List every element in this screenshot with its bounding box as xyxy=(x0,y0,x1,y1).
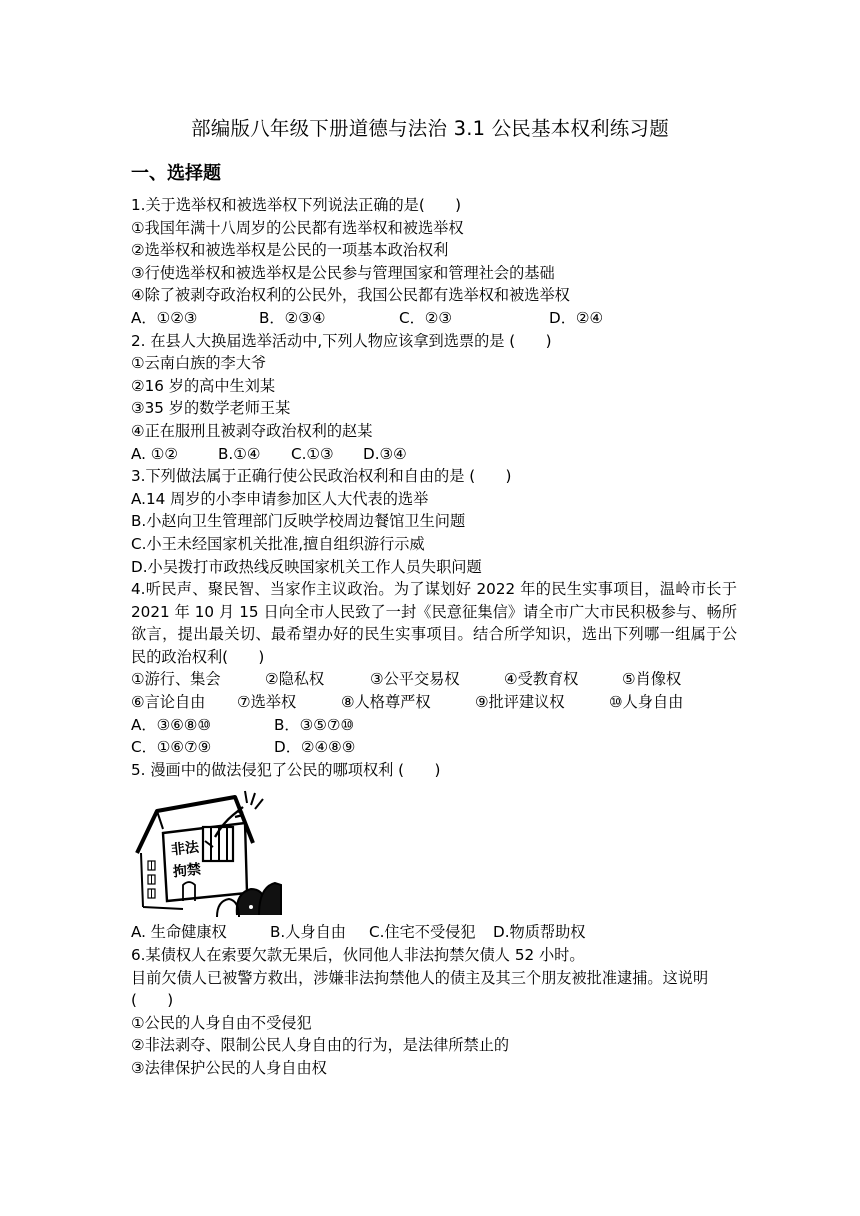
q2-statement-1: ①云南白族的李大爷 xyxy=(131,354,267,373)
q6-stem-line-2: 目前欠债人已被警方救出，涉嫌非法拘禁他人的债主及其三个朋友被批准逮捕。这说明( ) xyxy=(131,968,709,1010)
section-heading: 一、选择题 xyxy=(131,163,221,184)
q4-options-row-2 xyxy=(131,736,737,759)
cartoon-sign-text-1: 非法 xyxy=(170,840,200,859)
q2-statement-4: ④正在服刑且被剥夺政治权利的赵某 xyxy=(131,421,373,440)
q6-statement-2: ②非法剥夺、限制公民人身自由的行为，是法律所禁止的 xyxy=(131,1036,510,1055)
q2-options xyxy=(131,443,737,466)
q5-option-b: B.人身自由 xyxy=(270,923,346,942)
q5-option-d: D.物质帮助权 xyxy=(493,923,586,942)
q6-statement-1: ①公民的人身自由不受侵犯 xyxy=(131,1013,312,1032)
q3-option-d: D.小吴拨打市政热线反映国家机关工作人员失职问题 xyxy=(131,557,482,576)
q4-item-5: ⑤肖像权 xyxy=(622,670,682,689)
q1-statement-2: ②选举权和被选举权是公民的一项基本政治权利 xyxy=(131,241,449,260)
q4-item-4: ④受教育权 xyxy=(504,670,579,689)
q4-items-row-2 xyxy=(131,691,737,714)
q2-option-c: C.①③ xyxy=(291,444,334,463)
q4-item-7: ⑦选举权 xyxy=(237,693,297,712)
q1-statement-1: ①我国年满十八周岁的公民都有选举权和被选举权 xyxy=(131,218,464,237)
q2-option-d: D.③④ xyxy=(363,444,407,463)
q3-option-c: C.小王未经国家机关批准,擅自组织游行示威 xyxy=(131,534,425,553)
q5-option-a: A. 生命健康权 xyxy=(131,923,227,942)
q5-option-c: C.住宅不受侵犯 xyxy=(369,923,476,942)
q6-statement-3: ③法律保护公民的人身自由权 xyxy=(131,1059,327,1077)
q4-items-row-1 xyxy=(131,668,737,691)
q4-option-d: D．②④⑧⑨ xyxy=(274,738,356,757)
q4-stem: 4.听民声、聚民智、当家作主议政治。为了谋划好 2022 年的民生实事项目，温岭市长于 2021 年 10 月 15 日向全市人民致了一封《民意征集信》请全市广大市民积极参与、畅所欲言，提出最关切、最希望办好的民生实事项目。结合所学知识，选出下列哪一组属于公民的政治权利( ) xyxy=(131,580,737,666)
q4-item-10: ⑩人身自由 xyxy=(609,693,684,712)
q3-option-a: A.14 周岁的小李申请参加区人大代表的选举 xyxy=(131,489,429,508)
q3-stem: 3.下列做法属于正确行使公民政治权利和自由的是 ( ) xyxy=(131,467,512,486)
q4-options-row-1 xyxy=(131,714,737,737)
q4-option-c: C．①⑥⑦⑨ xyxy=(131,738,212,757)
q1-option-c: C．②③ xyxy=(399,308,453,327)
q2-statement-3: ③35 岁的数学老师王某 xyxy=(131,399,291,418)
cartoon-sign-text-2: 拘禁 xyxy=(172,862,202,881)
q5-stem: 5. 漫画中的做法侵犯了公民的哪项权利 ( ) xyxy=(131,760,441,779)
q1-option-d: D．②④ xyxy=(549,308,604,327)
q4-item-2: ②隐私权 xyxy=(265,670,325,689)
q4-item-1: ①游行、集会 xyxy=(131,670,221,689)
q4-option-b: B．③⑤⑦⑩ xyxy=(274,715,355,734)
question-list xyxy=(131,194,737,1080)
q2-stem: 2. 在县人大换届选举活动中,下列人物应该拿到选票的是 ( ) xyxy=(131,331,552,350)
q4-item-8: ⑧人格尊严权 xyxy=(341,693,431,712)
q2-option-b: B.①④ xyxy=(218,444,261,463)
q4-item-9: ⑨批评建议权 xyxy=(475,693,565,712)
cartoon-illegal-detention xyxy=(133,789,283,917)
q1-options xyxy=(131,307,737,330)
q1-stem: 1.关于选举权和被选举权下列说法正确的是( ) xyxy=(131,196,462,214)
q2-option-a: A. ①② xyxy=(131,444,179,463)
q3-option-b: B.小赵向卫生管理部门反映学校周边餐馆卫生问题 xyxy=(131,512,466,531)
q4-item-6: ⑥言论自由 xyxy=(131,693,206,712)
q5-options xyxy=(131,921,737,944)
q1-statement-4: ④除了被剥夺政治权利的公民外，我国公民都有选举权和被选举权 xyxy=(131,286,570,305)
q4-item-3: ③公平交易权 xyxy=(370,670,460,689)
q1-option-b: B．②③④ xyxy=(259,308,326,327)
q6-stem-line-1: 6.某债权人在索要欠款无果后，伙同他人非法拘禁欠债人 52 小时。 xyxy=(131,946,585,965)
q4-option-a: A．③⑥⑧⑩ xyxy=(131,715,212,734)
q2-statement-2: ②16 岁的高中生刘某 xyxy=(131,376,276,395)
document-title: 部编版八年级下册道德与法治 3.1 公民基本权利练习题 xyxy=(191,117,669,140)
q1-statement-3: ③行使选举权和被选举权是公民参与管理国家和管理社会的基础 xyxy=(131,263,555,282)
q1-option-a: A．①②③ xyxy=(131,308,198,327)
